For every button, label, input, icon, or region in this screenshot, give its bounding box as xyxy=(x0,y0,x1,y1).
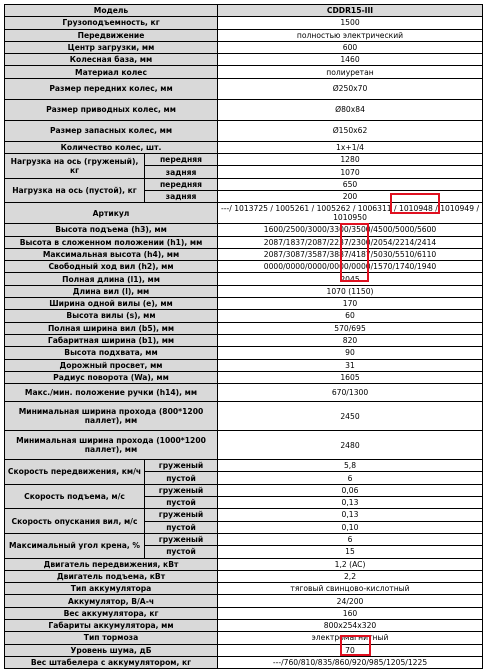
spec-value: 650 xyxy=(218,178,483,190)
spec-row xyxy=(5,261,483,273)
spec-row xyxy=(5,66,483,78)
spec-row xyxy=(5,402,483,431)
spec-label: Уровень шума, дБ xyxy=(5,644,218,656)
spec-label: Высота подхвата, мм xyxy=(5,347,218,359)
spec-row xyxy=(5,178,483,190)
spec-value: 15 xyxy=(218,546,483,558)
header-model-value: CDDR15-III xyxy=(218,5,483,17)
spec-value: 1460 xyxy=(218,54,483,66)
spec-value: 1070 (1150) xyxy=(218,285,483,297)
spec-row xyxy=(5,54,483,66)
spec-row xyxy=(5,248,483,260)
spec-label: Нагрузка на ось (груженый), кг xyxy=(5,154,145,179)
spec-row xyxy=(5,347,483,359)
spec-label: Полная длина (l1), мм xyxy=(5,273,218,285)
spec-label: Количество колес, шт. xyxy=(5,141,218,153)
spec-value: 2087/1837/2087/2237/2300/2054/2214/2414 xyxy=(218,236,483,248)
spec-row xyxy=(5,154,483,166)
spec-label: Аккумулятор, В/А-ч xyxy=(5,595,218,607)
spec-label: Максимальная высота (h4), мм xyxy=(5,248,218,260)
spec-row xyxy=(5,460,483,472)
spec-row xyxy=(5,371,483,383)
spec-value: 1070 xyxy=(218,166,483,178)
spec-value: 0,13 xyxy=(218,509,483,521)
spec-row xyxy=(5,273,483,285)
spec-label: Скорость подъема, м/с xyxy=(5,484,145,509)
spec-label: Габаритная ширина (b1), мм xyxy=(5,334,218,346)
spec-row xyxy=(5,285,483,297)
spec-row xyxy=(5,484,483,496)
spec-label: Ширина одной вилы (e), мм xyxy=(5,298,218,310)
spec-row xyxy=(5,29,483,41)
spec-value: 2045 xyxy=(218,273,483,285)
spec-value: Ø250x70 xyxy=(218,78,483,99)
spec-label: Дорожный просвет, мм xyxy=(5,359,218,371)
header-row xyxy=(5,5,483,17)
header-model-label: Модель xyxy=(5,5,218,17)
spec-value: 820 xyxy=(218,334,483,346)
spec-value: 2450 xyxy=(218,402,483,431)
spec-sublabel: груженый xyxy=(145,460,218,472)
spec-row xyxy=(5,384,483,402)
spec-sublabel: груженый xyxy=(145,484,218,496)
spec-label: Вес аккумулятора, кг xyxy=(5,607,218,619)
spec-label: Минимальная ширина прохода (800*1200 паллет), мм xyxy=(5,402,218,431)
spec-sublabel: передняя xyxy=(145,178,218,190)
spec-value: 90 xyxy=(218,347,483,359)
article-label: Артикул xyxy=(5,203,218,224)
spec-sublabel: передняя xyxy=(145,154,218,166)
spec-value: 1x+1/4 xyxy=(218,141,483,153)
spec-value: 1,2 (AC) xyxy=(218,558,483,570)
spec-value: Ø150x62 xyxy=(218,120,483,141)
spec-label: Тип аккумулятора xyxy=(5,583,218,595)
spec-row xyxy=(5,359,483,371)
spec-value: 2,2 xyxy=(218,570,483,582)
spec-row xyxy=(5,298,483,310)
spec-row xyxy=(5,141,483,153)
spec-row xyxy=(5,595,483,607)
spec-row xyxy=(5,431,483,460)
spec-row xyxy=(5,99,483,120)
spec-row xyxy=(5,41,483,53)
spec-row xyxy=(5,236,483,248)
spec-value: 570/695 xyxy=(218,322,483,334)
spec-row xyxy=(5,334,483,346)
spec-label: Свободный ход вил (h2), мм xyxy=(5,261,218,273)
spec-value: ---/760/810/835/860/920/985/1205/1225 xyxy=(218,656,483,668)
spec-sublabel: груженый xyxy=(145,509,218,521)
spec-sheet xyxy=(4,4,482,669)
spec-label: Размер приводных колес, мм xyxy=(5,99,218,120)
spec-value: 0,10 xyxy=(218,521,483,533)
article-row xyxy=(5,203,483,224)
spec-label: Материал колес xyxy=(5,66,218,78)
spec-label: Размер передних колес, мм xyxy=(5,78,218,99)
spec-label: Грузоподъемность, кг xyxy=(5,17,218,29)
spec-table xyxy=(4,4,483,669)
spec-label: Полная ширина вил (b5), мм xyxy=(5,322,218,334)
spec-value: тяговый свинцово-кислотный xyxy=(218,583,483,595)
spec-label: Высота вилы (s), мм xyxy=(5,310,218,322)
spec-label: Двигатель передвижения, кВт xyxy=(5,558,218,570)
spec-value: 800x254x320 xyxy=(218,619,483,631)
spec-value: 200 xyxy=(218,190,483,202)
spec-value: 670/1300 xyxy=(218,384,483,402)
spec-label: Колесная база, мм xyxy=(5,54,218,66)
spec-value: 0,13 xyxy=(218,497,483,509)
spec-row xyxy=(5,570,483,582)
spec-value: 1280 xyxy=(218,154,483,166)
spec-value: 5,8 xyxy=(218,460,483,472)
spec-row xyxy=(5,558,483,570)
spec-value: 170 xyxy=(218,298,483,310)
spec-row xyxy=(5,310,483,322)
spec-sublabel: пустой xyxy=(145,472,218,484)
spec-sublabel: пустой xyxy=(145,497,218,509)
spec-label: Размер запасных колес, мм xyxy=(5,120,218,141)
spec-value: 1500 xyxy=(218,17,483,29)
spec-label: Минимальная ширина прохода (1000*1200 паллет), мм xyxy=(5,431,218,460)
spec-row xyxy=(5,120,483,141)
spec-label: Скорость опускания вил, м/с xyxy=(5,509,145,534)
spec-value: электромагнитный xyxy=(218,632,483,644)
spec-label: Двигатель подъема, кВт xyxy=(5,570,218,582)
article-value: ---/ 1013725 / 1005261 / 1005262 / 1006311 / 1010948 / 1010949 / 1010950 xyxy=(218,203,483,224)
spec-label: Габариты аккумулятора, мм xyxy=(5,619,218,631)
spec-value: 160 xyxy=(218,607,483,619)
spec-label: Максимальный угол крена, % xyxy=(5,533,145,558)
spec-label: Радиус поворота (Wa), мм xyxy=(5,371,218,383)
spec-sublabel: задняя xyxy=(145,190,218,202)
spec-sublabel: пустой xyxy=(145,546,218,558)
spec-label: Макс./мин. положение ручки (h14), мм xyxy=(5,384,218,402)
spec-row xyxy=(5,619,483,631)
spec-row xyxy=(5,17,483,29)
spec-label: Скорость передвижения, км/ч xyxy=(5,460,145,485)
spec-sublabel: задняя xyxy=(145,166,218,178)
spec-row xyxy=(5,632,483,644)
spec-label: Тип тормоза xyxy=(5,632,218,644)
spec-label: Нагрузка на ось (пустой), кг xyxy=(5,178,145,203)
spec-value: 1605 xyxy=(218,371,483,383)
spec-row xyxy=(5,533,483,545)
spec-label: Длина вил (l), мм xyxy=(5,285,218,297)
spec-value: 2087/3087/3587/3887/4187/5030/5510/6110 xyxy=(218,248,483,260)
spec-value: Ø80x84 xyxy=(218,99,483,120)
spec-sublabel: груженый xyxy=(145,533,218,545)
spec-label: Центр загрузки, мм xyxy=(5,41,218,53)
spec-value: 70 xyxy=(218,644,483,656)
spec-row xyxy=(5,607,483,619)
spec-label: Высота подъема (h3), мм xyxy=(5,224,218,236)
spec-value: 1600/2500/3000/3300/3500/4500/5000/5600 xyxy=(218,224,483,236)
spec-value: 0000/0000/0000/0000/0000/1570/1740/1940 xyxy=(218,261,483,273)
spec-value: 60 xyxy=(218,310,483,322)
spec-value: 6 xyxy=(218,533,483,545)
spec-sublabel: пустой xyxy=(145,521,218,533)
spec-value: 600 xyxy=(218,41,483,53)
spec-label: Вес штабелера с аккумулятором, кг xyxy=(5,656,218,668)
spec-value: 6 xyxy=(218,472,483,484)
spec-value: 24/200 xyxy=(218,595,483,607)
spec-row xyxy=(5,322,483,334)
spec-row xyxy=(5,78,483,99)
spec-value: 31 xyxy=(218,359,483,371)
spec-label: Передвижение xyxy=(5,29,218,41)
spec-value: полиуретан xyxy=(218,66,483,78)
spec-row xyxy=(5,656,483,668)
spec-row xyxy=(5,509,483,521)
spec-value: 2480 xyxy=(218,431,483,460)
spec-row xyxy=(5,224,483,236)
spec-value: 0,06 xyxy=(218,484,483,496)
spec-table-body xyxy=(5,5,483,669)
spec-row xyxy=(5,583,483,595)
spec-value: полностью электрический xyxy=(218,29,483,41)
spec-label: Высота в сложенном положении (h1), мм xyxy=(5,236,218,248)
